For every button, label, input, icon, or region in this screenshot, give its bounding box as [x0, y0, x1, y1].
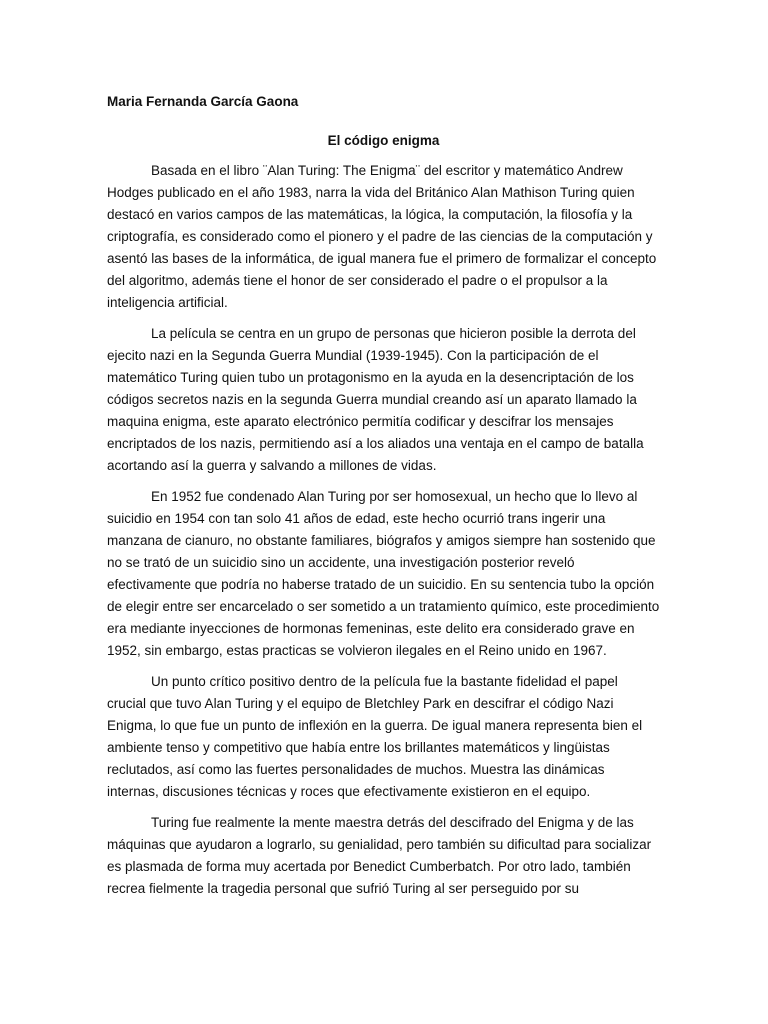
paragraph-3: En 1952 fue condenado Alan Turing por ser homosexual, un hecho que lo llevo al suicidio en 1954 con tan solo 41 años de edad, este hecho ocurrió trans ingerir una manzana de cianuro, no obstante familiares, biógrafos y amigos siempre han sostenido que no se trató de un suicidio sino un accidente, una investigación posterior reveló efectivamente que podría no haberse tratado de un suicidio. En su sentencia tubo la opción de elegir entre ser encarcelado o ser sometido a un tratamiento químico, este procedimiento era mediante inyecciones de hormonas femeninas, este delito era considerado grave en 1952, sin embargo, estas practicas se volvieron ilegales en el Reino unido en 1967.: [107, 489, 660, 658]
paragraph-2: La película se centra en un grupo de personas que hicieron posible la derrota del ejecito nazi en la Segunda Guerra Mundial (1939-1945). Con la participación de el matemático Turing quien tubo un protagonismo en la ayuda en la desencriptación de los códigos secretos nazis en la segunda Guerra mundial creando así un aparato llamado la maquina enigma, este aparato electrónico permitía codificar y descifrar los mensajes encriptados de los nazis, permitiendo así a los aliados una ventaja en el campo de batalla acortando así la guerra y salvando a millones de vidas.: [107, 326, 644, 473]
paragraph-1: Basada en el libro ¨Alan Turing: The Enigma¨ del escritor y matemático Andrew Hodges publicado en el año 1983, narra la vida del Británico Alan Mathison Turing quien destacó en varios campos de las matemáticas, la lógica, la computación, la filosofía y la criptografía, es considerado como el pionero y el padre de las ciencias de la computación y asentó las bases de la informática, de igual manera fue el primero de formalizar el concepto del algoritmo, además tiene el honor de ser considerado el padre o el propulsor a la inteligencia artificial.: [107, 163, 657, 310]
paragraph-4: Un punto crítico positivo dentro de la película fue la bastante fidelidad el papel crucial que tuvo Alan Turing y el equipo de Bletchley Park en descifrar el código Nazi Enigma, lo que fue un punto de inflexión en la guerra. De igual manera representa bien el ambiente tenso y competitivo que había entre los brillantes matemáticos y lingüistas reclutados, así como las fuertes personalidades de muchos. Muestra las dinámicas internas, discusiones técnicas y roces que efectivamente existieron en el equipo.: [107, 674, 643, 799]
author-name: Maria Fernanda García Gaona: [107, 94, 299, 109]
paragraph-5: Turing fue realmente la mente maestra detrás del descifrado del Enigma y de las máquinas que ayudaron a lograrlo, su genialidad, pero también su dificultad para socializar es plasmada de forma muy acertada por Benedict Cumberbatch. Por otro lado, también recrea fielmente la tragedia personal que sufrió Turing al ser perseguido por su: [107, 815, 652, 896]
document-title: El código enigma: [327, 133, 440, 148]
